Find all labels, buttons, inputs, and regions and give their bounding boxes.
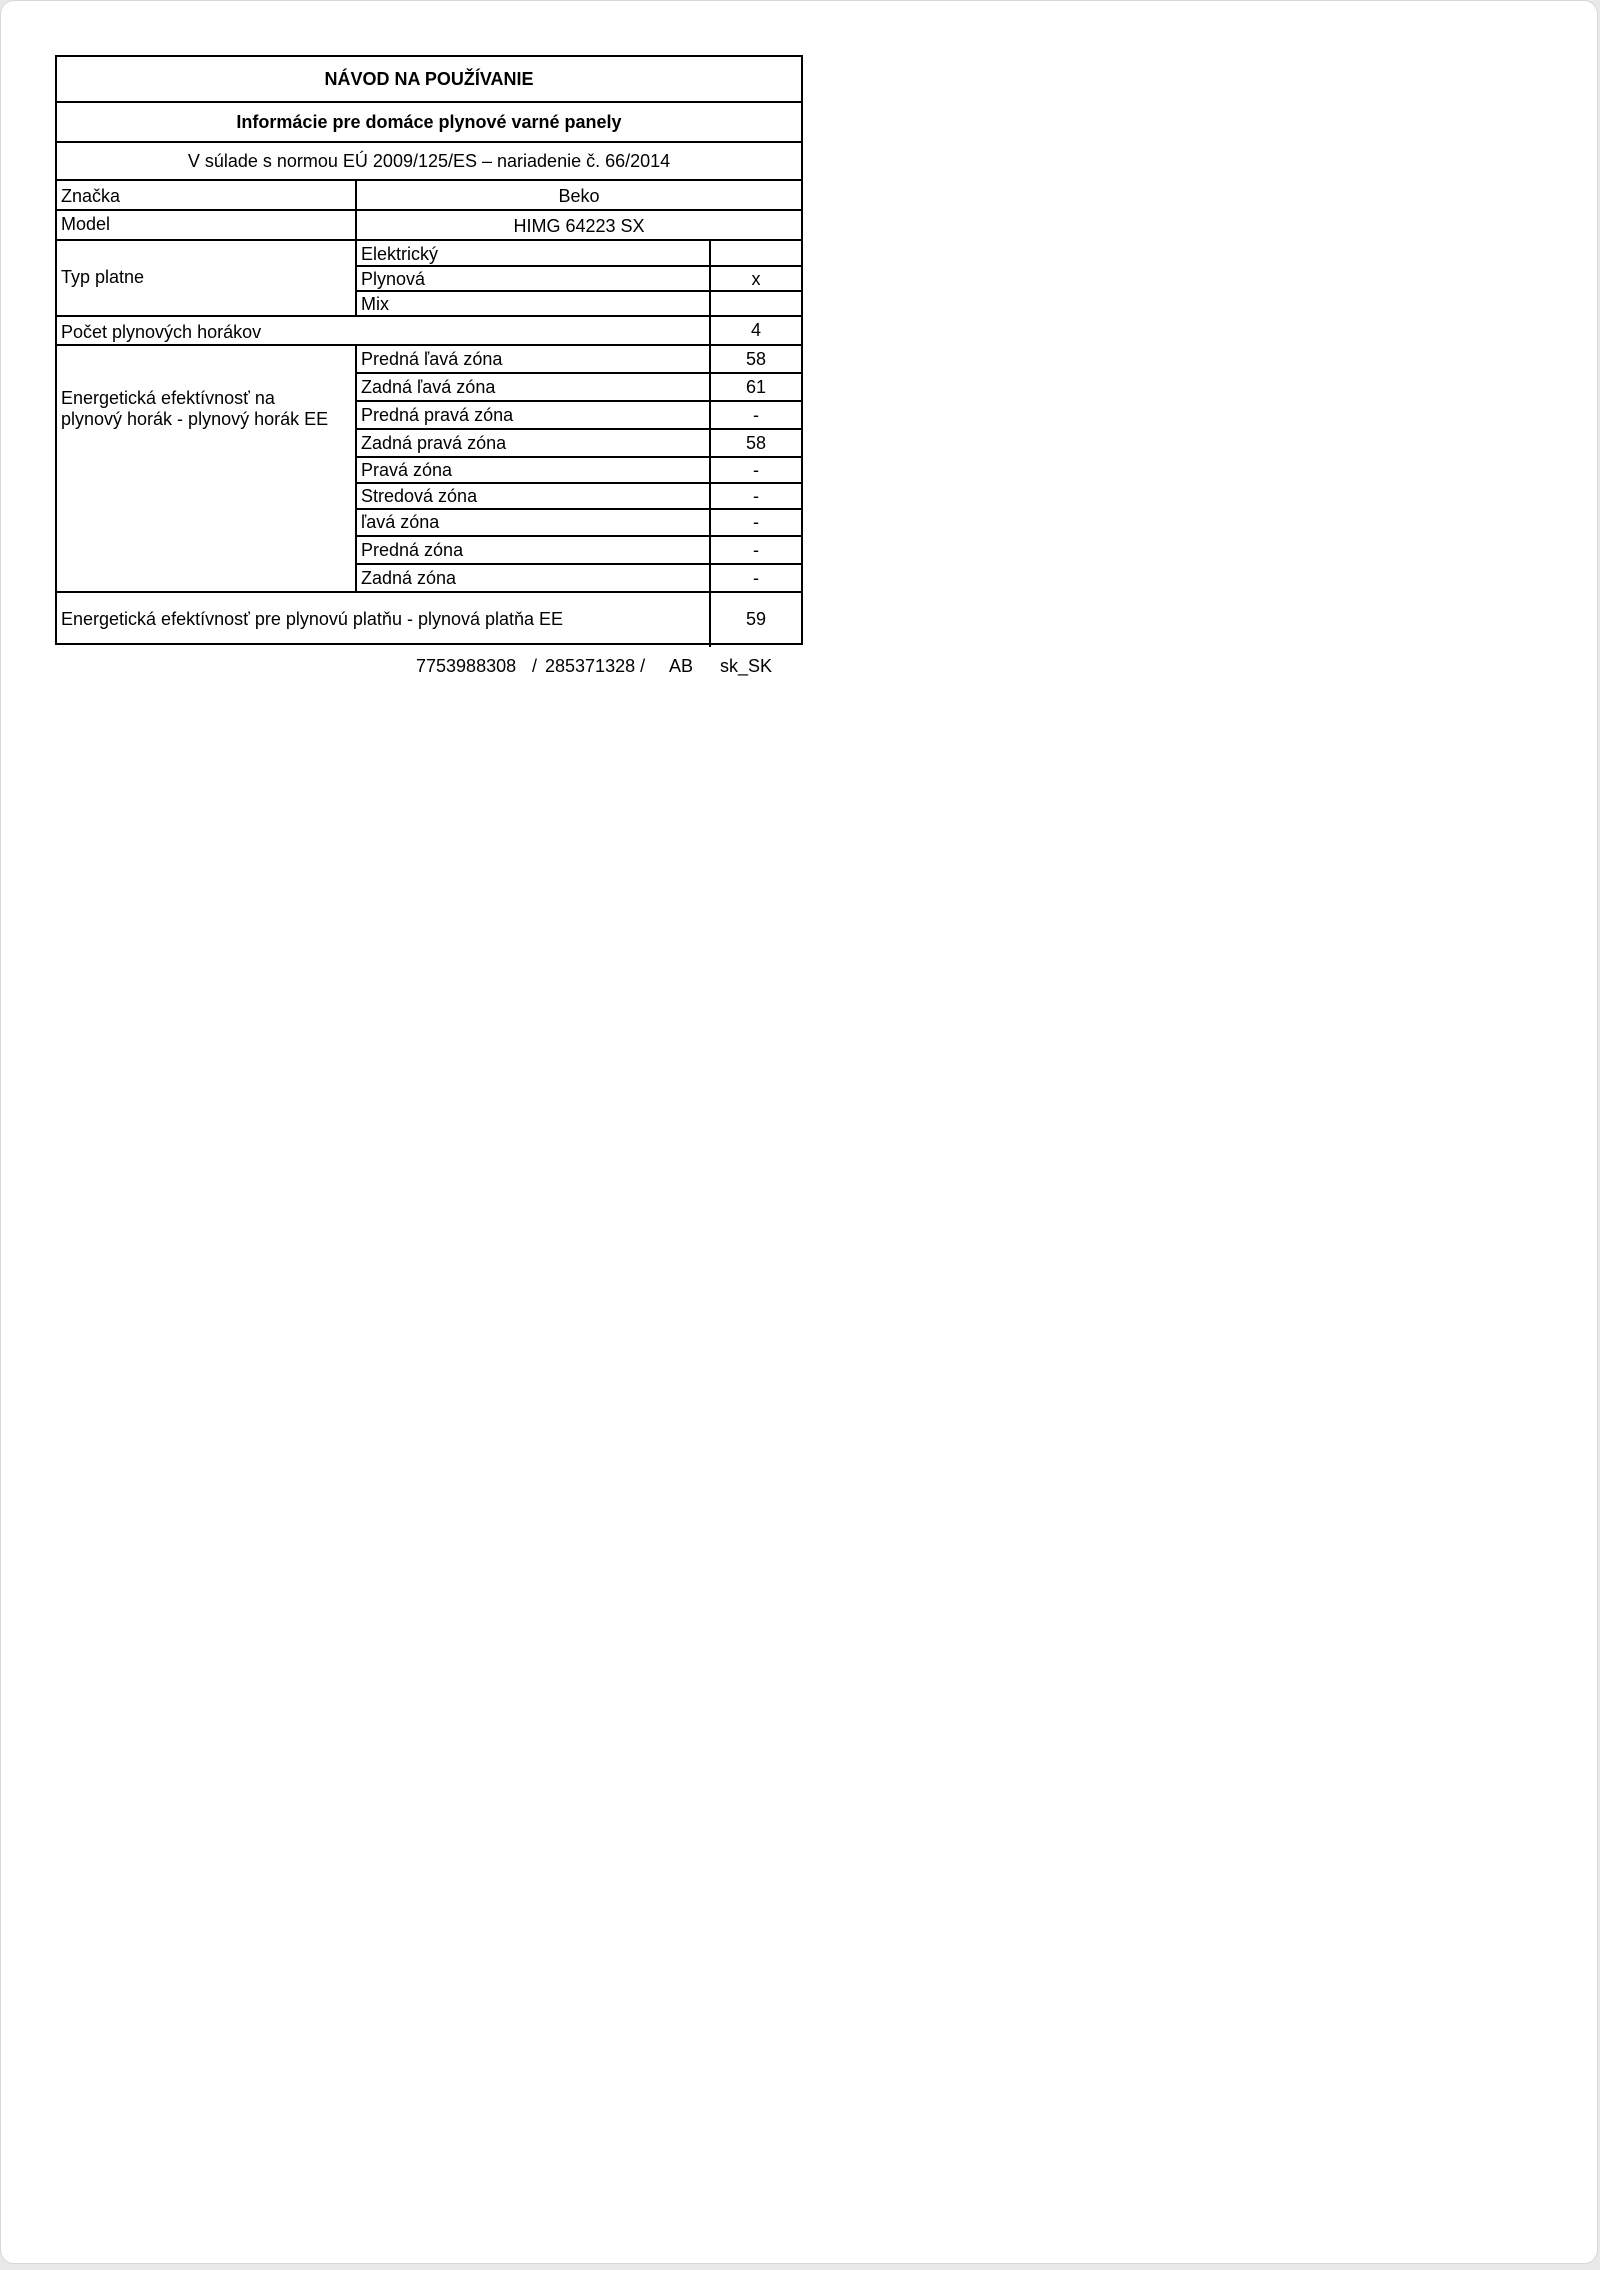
brand-value: Beko <box>558 186 600 206</box>
rule <box>57 101 801 103</box>
footer-code: 7753988308 <box>416 656 517 676</box>
footer-locale: sk_SK <box>720 656 773 676</box>
zone-name: Predná zóna <box>361 540 464 560</box>
zone-value: - <box>753 540 759 560</box>
zone-name: Zadná pravá zóna <box>361 433 507 453</box>
hob-type-option: Elektrický <box>361 244 439 264</box>
rule <box>57 344 801 346</box>
burner-efficiency-label: Energetická efektívnosť na <box>61 388 275 408</box>
hob-type-mark: x <box>751 269 761 289</box>
zone-value: - <box>753 568 759 588</box>
rule <box>57 179 801 181</box>
footer-code: 285371328 / <box>545 656 646 676</box>
hob-efficiency-value: 59 <box>745 609 767 629</box>
rule <box>357 400 801 402</box>
rule <box>57 315 801 317</box>
rule <box>355 239 357 317</box>
zone-value: - <box>753 512 759 532</box>
burner-count-label: Počet plynových horákov <box>61 322 262 342</box>
zone-name: Zadná ľavá zóna <box>361 377 496 397</box>
zone-name: ľavá zóna <box>361 512 440 532</box>
rule <box>355 344 357 593</box>
zone-value: 58 <box>745 349 767 369</box>
rule <box>357 265 801 267</box>
footer-code: AB <box>669 656 694 676</box>
zone-name: Pravá zóna <box>361 460 453 480</box>
hob-efficiency-label: Energetická efektívnosť pre plynovú platňu - plynová platňa EE <box>61 609 564 629</box>
rule <box>357 290 801 292</box>
regulation-text: V súlade s normou EÚ 2009/125/ES – nariadenie č. 66/2014 <box>187 151 671 171</box>
product-info-table <box>55 55 803 645</box>
rule <box>57 591 801 593</box>
rule <box>357 482 801 484</box>
brand-label: Značka <box>61 186 121 206</box>
zone-value: - <box>753 460 759 480</box>
rule <box>357 535 801 537</box>
document-title: NÁVOD NA POUŽÍVANIE <box>324 69 534 89</box>
zone-value: 61 <box>745 377 767 397</box>
rule <box>357 428 801 430</box>
zone-name: Predná ľavá zóna <box>361 349 503 369</box>
hob-type-option: Plynová <box>361 269 426 289</box>
rule <box>57 239 801 241</box>
rule <box>357 563 801 565</box>
burner-count-value: 4 <box>750 320 761 340</box>
zone-value: 58 <box>745 433 767 453</box>
rule <box>357 508 801 510</box>
model-value: HIMG 64223 SX <box>513 216 645 236</box>
zone-name: Stredová zóna <box>361 486 478 506</box>
rule <box>57 209 801 211</box>
burner-efficiency-label: plynový horák - plynový horák EE <box>61 409 329 429</box>
zone-value: - <box>753 405 759 425</box>
zone-name: Predná pravá zóna <box>361 405 514 425</box>
zone-value: - <box>753 486 759 506</box>
model-label: Model <box>61 214 111 234</box>
rule <box>57 141 801 143</box>
rule <box>357 372 801 374</box>
hob-type-label: Typ platne <box>61 267 145 287</box>
zone-name: Zadná zóna <box>361 568 457 588</box>
hob-type-option: Mix <box>361 294 389 314</box>
rule <box>357 456 801 458</box>
document-subtitle: Informácie pre domáce plynové varné panely <box>236 112 622 132</box>
footer-separator: / <box>532 656 538 676</box>
